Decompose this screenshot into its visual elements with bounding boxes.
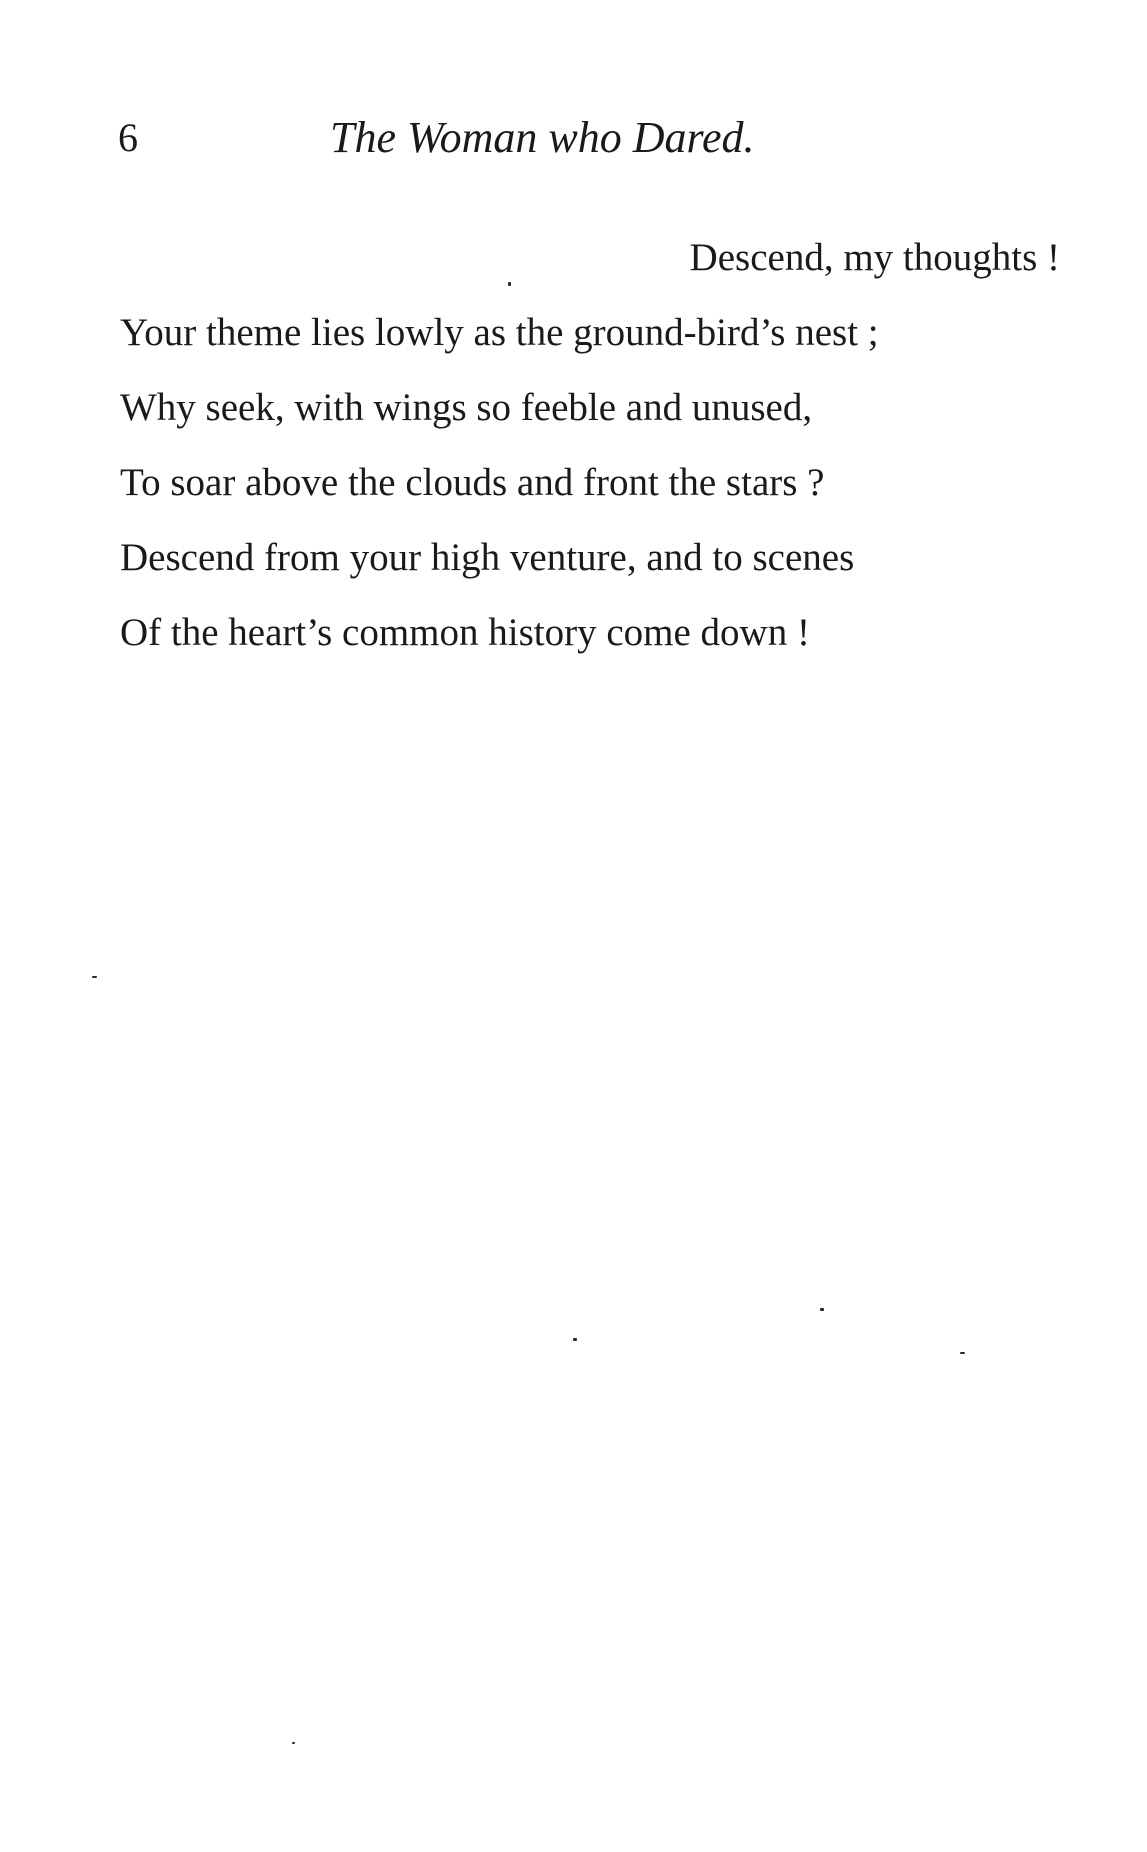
scan-speck bbox=[960, 1352, 965, 1354]
scan-speck bbox=[508, 282, 511, 286]
poem-line-5: Descend from your high venture, and to scenes bbox=[120, 536, 855, 579]
poem-line-2: Your theme lies lowly as the ground-bird’s nest ; bbox=[120, 311, 879, 354]
poem-line-4: To soar above the clouds and front the stars ? bbox=[120, 461, 825, 504]
scan-speck bbox=[92, 976, 97, 978]
poem-line-1: Descend, my thoughts ! bbox=[689, 236, 1060, 279]
scan-speck bbox=[292, 1742, 295, 1744]
poem-line-6: Of the heart’s common history come down ! bbox=[120, 611, 810, 654]
scan-speck bbox=[820, 1308, 824, 1311]
scan-speck bbox=[573, 1338, 577, 1341]
page-number: 6 bbox=[118, 115, 138, 160]
running-title: The Woman who Dared. bbox=[330, 113, 755, 162]
running-head bbox=[0, 108, 1147, 168]
poem-line-3: Why seek, with wings so feeble and unused, bbox=[120, 386, 813, 429]
poem-text bbox=[120, 220, 1060, 670]
